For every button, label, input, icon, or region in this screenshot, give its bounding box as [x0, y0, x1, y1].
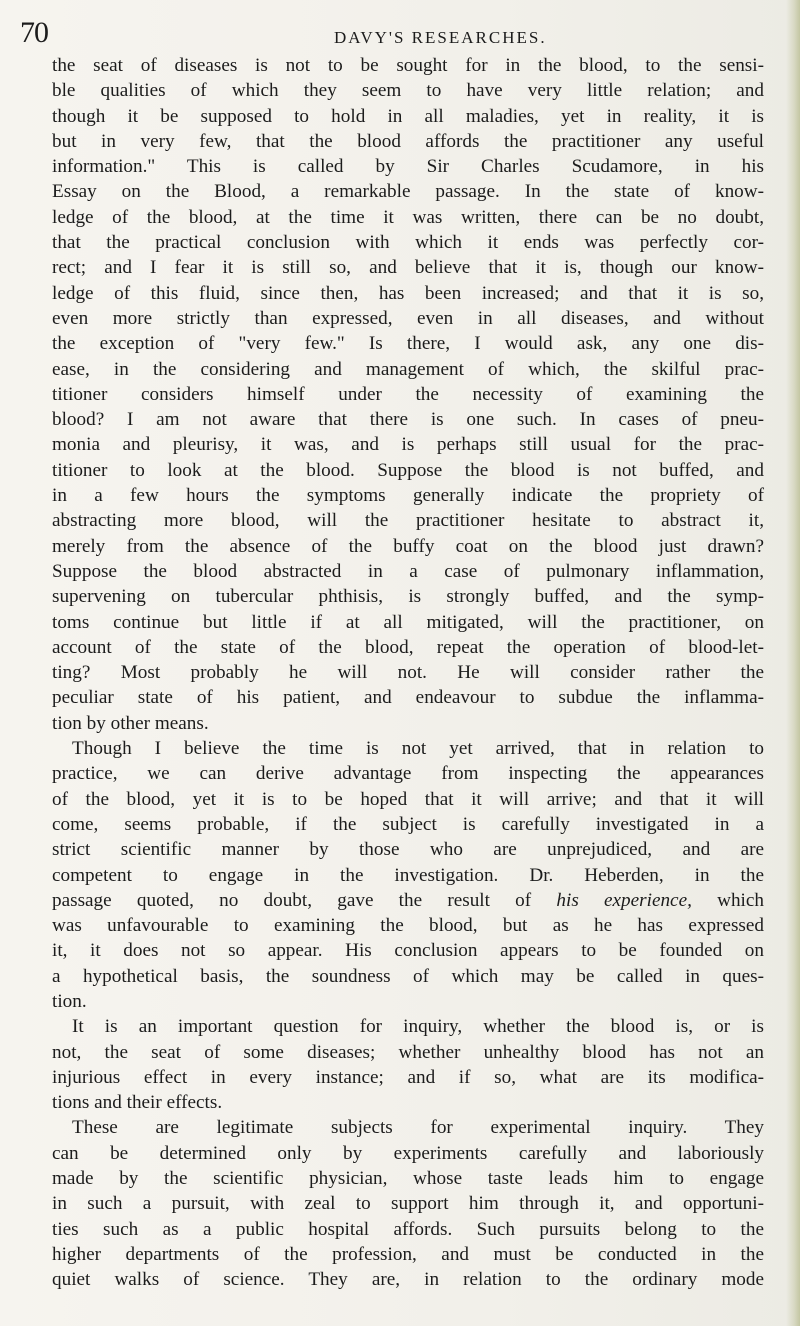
text-fragment: which	[691, 889, 764, 911]
text-line: ease, in the considering and management of which, the skilful prac-	[52, 358, 764, 380]
text-line: ledge of this fluid, since then, has been increased; and that it is so,	[52, 282, 764, 304]
text-line: supervening on tubercular phthisis, is strongly buffed, and the symp-	[52, 586, 764, 608]
text-line: though it be supposed to hold in all maladies, yet in reality, it is	[52, 105, 764, 127]
text-line: ties such as a public hospital affords. Such pursuits belong to the	[52, 1218, 764, 1240]
text-line: ble qualities of which they seem to have very little relation; and	[52, 80, 764, 102]
text-line: peculiar state of his patient, and endeavour to subdue the inflamma-	[52, 687, 764, 709]
text-line: practice, we can derive advantage from inspecting the appearances	[52, 763, 764, 785]
text-line: merely from the absence of the buffy coat on the blood just drawn?	[52, 535, 764, 557]
text-line: account of the state of the blood, repeat the operation of blood-let-	[52, 636, 764, 658]
text-line: Suppose the blood abstracted in a case of pulmonary inflammation,	[52, 560, 764, 582]
text-line: toms continue but little if at all mitigated, will the practitioner, on	[52, 611, 764, 633]
paragraph-end-line: tion.	[52, 990, 87, 1012]
page-header	[20, 16, 780, 52]
page-number: 70	[20, 16, 48, 49]
text-line: the seat of diseases is not to be sought for in the blood, to the sensi-	[52, 55, 764, 76]
text-line: monia and pleurisy, it was, and is perhaps still usual for the prac-	[52, 434, 764, 456]
text-line: was unfavourable to examining the blood, but as he has expressed	[52, 915, 764, 937]
paragraph-end-line: tions and their effects.	[52, 1092, 223, 1114]
text-line: but in very few, that the blood affords the practitioner any useful	[52, 130, 764, 152]
paragraph-start-line: These are legitimate subjects for experimental inquiry. They	[72, 1117, 764, 1139]
text-line: come, seems probable, if the subject is carefully investigated in a	[52, 813, 764, 835]
text-line: injurious effect in every instance; and if so, what are its modifica-	[52, 1066, 764, 1088]
text-line: even more strictly than expressed, even in all diseases, and without	[52, 307, 764, 329]
paragraph-start-line: Though I believe the time is not yet arrived, that in relation to	[72, 738, 764, 760]
italic-phrase: his experience,	[556, 889, 692, 911]
text-fragment: passage quoted, no doubt, gave the result of	[52, 889, 557, 911]
text-line: not, the seat of some diseases; whether unhealthy blood has not an	[52, 1041, 764, 1063]
text-line: Essay on the Blood, a remarkable passage. In the state of know-	[52, 181, 764, 203]
text-line: it, it does not so appear. His conclusion appears to be founded on	[52, 940, 764, 962]
text-line: in a few hours the symptoms generally indicate the propriety of	[52, 485, 764, 507]
paragraph-start-line: It is an important question for inquiry, whether the blood is, or is	[72, 1016, 764, 1038]
text-line: in such a pursuit, with zeal to support him through it, and opportuni-	[52, 1193, 764, 1215]
text-line: higher departments of the profession, and must be conducted in the	[52, 1243, 764, 1265]
text-line: that the practical conclusion with which it ends was perfectly cor-	[52, 232, 764, 254]
body-text	[52, 53, 764, 1293]
page-edge-shadow	[786, 0, 800, 1326]
text-line: strict scientific manner by those who are unprejudiced, and are	[52, 839, 764, 861]
text-line: rect; and I fear it is still so, and believe that it is, though our know-	[52, 257, 764, 279]
text-line: ledge of the blood, at the time it was written, there can be no doubt,	[52, 206, 764, 228]
text-line: titioner to look at the blood. Suppose the blood is not buffed, and	[52, 459, 764, 481]
text-line: can be determined only by experiments carefully and laboriously	[52, 1142, 764, 1164]
text-line-with-italic	[52, 888, 764, 913]
text-line: of the blood, yet it is to be hoped that it will arrive; and that it will	[52, 788, 764, 810]
text-line: ting? Most probably he will not. He will consider rather the	[52, 662, 764, 684]
text-line: made by the scientific physician, whose taste leads him to engage	[52, 1168, 764, 1190]
text-line: competent to engage in the investigation. Dr. Heberden, in the	[52, 864, 764, 886]
running-head: DAVY'S RESEARCHES.	[334, 28, 547, 47]
text-line: titioner considers himself under the necessity of examining the	[52, 383, 764, 405]
text-line: a hypothetical basis, the soundness of which may be called in ques-	[52, 965, 764, 987]
paragraph-end-line: tion by other means.	[52, 712, 209, 734]
text-line: the exception of "very few." Is there, I would ask, any one dis-	[52, 333, 764, 355]
text-line: quiet walks of science. They are, in relation to the ordinary mode	[52, 1269, 764, 1291]
text-line: information." This is called by Sir Charles Scudamore, in his	[52, 156, 764, 178]
text-line: blood? I am not aware that there is one such. In cases of pneu-	[52, 409, 764, 431]
text-line: abstracting more blood, will the practitioner hesitate to abstract it,	[52, 510, 764, 532]
